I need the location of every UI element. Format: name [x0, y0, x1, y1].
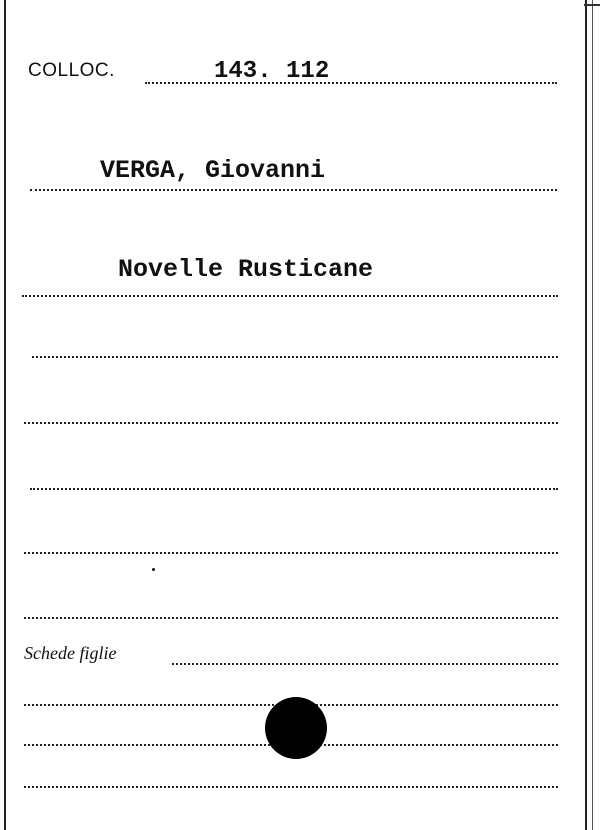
- shelfmark: 143. 112: [214, 58, 330, 85]
- ink-speck: [152, 568, 155, 571]
- card-corner-mark: [584, 4, 600, 6]
- ruled-line-1: [32, 356, 558, 358]
- schede-figlie-dotted-line: [172, 663, 558, 665]
- ruled-line-3: [30, 488, 558, 490]
- card-right-border: [585, 0, 587, 830]
- author-dotted-line: [30, 189, 557, 191]
- ruled-line-8: [24, 786, 558, 788]
- colloc-label: COLLOC.: [28, 60, 115, 81]
- card-right-edge: [592, 0, 593, 830]
- ruled-line-4: [24, 552, 558, 554]
- ruled-line-2: [24, 422, 558, 424]
- ruled-line-5: [24, 617, 558, 619]
- punch-hole: [265, 697, 327, 759]
- schede-figlie-label: Schede figlie: [24, 643, 117, 663]
- title-dotted-line: [22, 295, 558, 297]
- colloc-dotted-line: [145, 82, 557, 84]
- card-left-border: [4, 0, 6, 830]
- book-title: Novelle Rusticane: [118, 255, 374, 284]
- author-name: VERGA, Giovanni: [100, 156, 326, 185]
